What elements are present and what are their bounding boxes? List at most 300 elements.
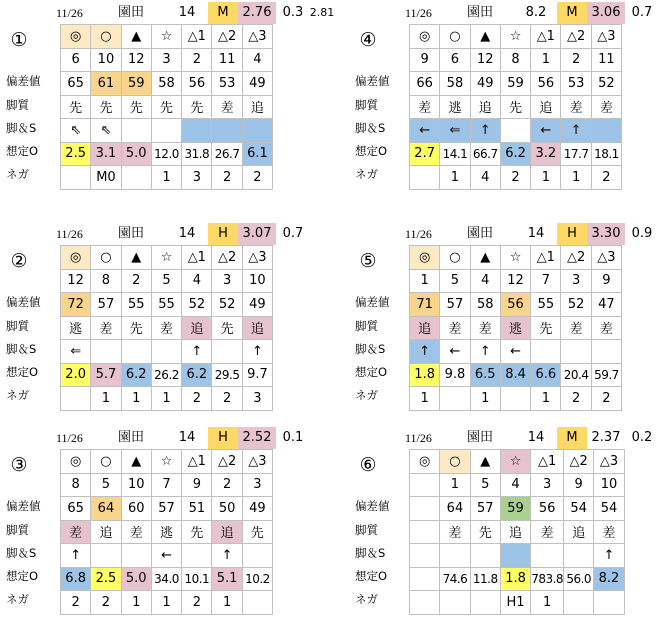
row-label: ネガ [6, 167, 29, 182]
horse-number-cell: 11 [591, 48, 621, 72]
value-cell: 8.2 [594, 567, 624, 591]
row-label: 想定O [355, 144, 388, 158]
value-cell [591, 119, 621, 143]
horse-number-cell: 8 [61, 473, 91, 497]
value-cell: 先 [242, 520, 272, 544]
value-cell: 2 [591, 387, 621, 411]
mark-cell: △1 [531, 246, 561, 270]
horse-number-row [61, 473, 273, 497]
value-cell: 52 [212, 293, 242, 317]
horse-number-cell: 1 [531, 48, 561, 72]
row-label: ネガ [6, 592, 29, 607]
value-cell: ← [531, 119, 561, 143]
mark-cell: △3 [242, 25, 272, 49]
row-label: 脚＆S [355, 545, 386, 560]
value-cell: ↑ [242, 340, 272, 364]
value-cell: 差 [591, 316, 621, 340]
value-cell: 5.0 [121, 567, 151, 591]
horse-number-cell: 5 [470, 473, 500, 497]
value-cell: 差 [410, 95, 440, 119]
value-cell: 34.0 [151, 567, 181, 591]
deviation-row [61, 72, 273, 96]
row-label: 脚＆S [6, 120, 37, 135]
header-venue: 園田 [466, 226, 493, 241]
row-label: 脚＆S [355, 120, 386, 135]
header-v2: 0.1 [282, 430, 304, 445]
mark-cell: ▲ [121, 25, 151, 49]
value-cell: 1 [531, 387, 561, 411]
value-cell: 追 [182, 316, 212, 340]
value-cell: 2 [242, 166, 272, 190]
value-cell: 49 [242, 293, 272, 317]
value-cell: 18.1 [591, 142, 621, 166]
value-cell: 先 [121, 316, 151, 340]
value-cell: 1 [470, 387, 500, 411]
race-panel [4, 427, 334, 627]
value-cell: 12.0 [151, 142, 181, 166]
header-date: 11/26 [56, 227, 83, 241]
value-cell [212, 340, 242, 364]
horse-number-cell: 4 [500, 473, 530, 497]
header-v3 [657, 2, 667, 24]
horse-number-cell: 10 [91, 48, 121, 72]
header-v2: 0.2 [631, 430, 653, 445]
value-cell: 2 [561, 387, 591, 411]
mark-cell: ▲ [470, 246, 500, 270]
panel-number: ⑥ [359, 454, 377, 476]
panel-header [353, 223, 653, 245]
row-label: ネガ [6, 388, 29, 403]
mark-cell: ○ [91, 450, 121, 474]
mark-cell: ▲ [470, 25, 500, 49]
value-cell: 1 [531, 166, 561, 190]
value-cell: 逃 [151, 520, 181, 544]
value-cell: 53 [561, 72, 591, 96]
value-cell: 差 [121, 520, 151, 544]
header-v2: 0.9 [631, 226, 653, 241]
value-cell [410, 497, 440, 521]
value-cell: 55 [531, 293, 561, 317]
panel-number: ⑤ [359, 250, 377, 272]
value-cell: ↑ [470, 119, 500, 143]
value-cell: 783.8 [531, 567, 564, 591]
mark-cell: ○ [440, 246, 470, 270]
value-cell [564, 591, 594, 615]
value-cell: 2 [182, 591, 212, 615]
value-cell: ↑ [594, 544, 624, 568]
horse-number-cell: 5 [91, 473, 121, 497]
horse-number-cell [410, 473, 440, 497]
race-panel [353, 2, 667, 202]
horse-number-cell: 12 [61, 269, 91, 293]
value-cell [410, 567, 440, 591]
style-speed-row [61, 544, 273, 568]
value-cell: ← [500, 340, 530, 364]
deviation-row [410, 497, 625, 521]
value-cell: 逃 [440, 95, 470, 119]
value-cell: 差 [91, 316, 121, 340]
mark-cell: △3 [591, 246, 621, 270]
value-cell: 9.8 [440, 363, 470, 387]
value-cell: 66 [410, 72, 440, 96]
header-v3 [308, 223, 336, 245]
value-cell: 1 [410, 387, 440, 411]
value-cell: 56 [500, 293, 530, 317]
value-cell: 11.8 [470, 567, 500, 591]
value-cell: 1 [121, 591, 151, 615]
value-cell: 逃 [500, 316, 530, 340]
value-cell: 逃 [61, 316, 91, 340]
value-cell: 65 [61, 72, 91, 96]
mark-cell: ○ [440, 450, 470, 474]
mark-cell: ▲ [121, 450, 151, 474]
value-cell: 58 [470, 293, 500, 317]
value-cell: 54 [594, 497, 624, 521]
header-v1: 3.07 [238, 223, 276, 245]
horse-number-cell: 8 [500, 48, 530, 72]
value-cell: 56.0 [564, 567, 594, 591]
value-cell: 52 [561, 293, 591, 317]
value-cell [561, 340, 591, 364]
value-cell: ↑ [410, 340, 440, 364]
value-cell: ← [151, 544, 181, 568]
panel-header [353, 427, 653, 449]
value-cell: 6.1 [242, 142, 272, 166]
value-cell: 差 [212, 95, 242, 119]
value-cell: 56 [531, 72, 561, 96]
horse-number-cell: 9 [591, 269, 621, 293]
row-label: 偏差値 [355, 499, 390, 514]
race-panel [4, 2, 334, 202]
marks-row [61, 246, 273, 270]
value-cell: 1 [91, 387, 121, 411]
value-cell: ↑ [61, 544, 91, 568]
header-v2: 0.7 [631, 5, 653, 20]
value-cell: 3.2 [531, 142, 561, 166]
horse-number-cell: 4 [182, 269, 212, 293]
panel-header [4, 2, 335, 24]
style-row [61, 95, 273, 119]
style-row [410, 520, 625, 544]
mark-cell: ◎ [61, 450, 91, 474]
value-cell: 64 [91, 497, 121, 521]
horse-number-row [410, 473, 625, 497]
mark-cell: ☆ [151, 246, 181, 270]
value-cell: 26.7 [212, 142, 242, 166]
horse-number-cell: 12 [470, 48, 500, 72]
value-cell: ↑ [470, 340, 500, 364]
value-cell [531, 340, 561, 364]
value-cell: 1 [212, 591, 242, 615]
value-cell: 3 [242, 387, 272, 411]
value-cell: 72 [61, 293, 91, 317]
header-v1: 2.37 [591, 430, 621, 445]
value-cell: 1 [151, 591, 181, 615]
negative-row [61, 591, 273, 615]
value-cell: 6.2 [500, 142, 530, 166]
value-cell: 2.5 [91, 567, 121, 591]
value-cell: 20.4 [561, 363, 591, 387]
value-cell: 6.8 [61, 567, 91, 591]
value-cell: 差 [470, 316, 500, 340]
row-label: 偏差値 [6, 295, 41, 310]
value-cell: 57 [440, 293, 470, 317]
value-cell: ⇐ [440, 119, 470, 143]
value-cell: 54 [564, 497, 594, 521]
value-cell: 先 [61, 95, 91, 119]
horse-number-row [410, 269, 622, 293]
header-grade: M [557, 427, 587, 449]
row-label: ネガ [355, 167, 378, 182]
horse-number-cell: 7 [151, 473, 181, 497]
value-cell [531, 544, 564, 568]
value-cell [410, 591, 440, 615]
value-cell [564, 544, 594, 568]
row-label: 想定O [355, 365, 388, 379]
horse-number-cell: 8 [91, 269, 121, 293]
row-label: 脚質 [6, 522, 29, 537]
value-cell: 6.2 [121, 363, 151, 387]
marks-row [410, 25, 622, 49]
value-cell: 58 [151, 72, 181, 96]
value-cell: 61 [91, 72, 121, 96]
header-v3: 2.81 [309, 6, 335, 19]
value-cell: 2 [182, 387, 212, 411]
value-cell: 6.5 [470, 363, 500, 387]
mark-cell: △1 [182, 450, 212, 474]
value-cell: 50 [212, 497, 242, 521]
mark-cell: △3 [242, 246, 272, 270]
horse-number-cell: 2 [121, 269, 151, 293]
mark-cell: ◎ [410, 246, 440, 270]
value-cell: 29.5 [212, 363, 242, 387]
value-cell: 66.7 [470, 142, 500, 166]
value-cell: 追 [500, 520, 530, 544]
mark-cell: ◎ [410, 25, 440, 49]
mark-cell: △3 [242, 450, 272, 474]
horse-table [60, 24, 273, 190]
header-race: 14 [527, 226, 545, 241]
value-cell: 追 [242, 95, 272, 119]
style-speed-row [410, 119, 622, 143]
deviation-row [410, 293, 622, 317]
value-cell: 31.8 [182, 142, 212, 166]
value-cell [440, 387, 470, 411]
value-cell: ← [440, 340, 470, 364]
marks-row [61, 450, 273, 474]
style-speed-row [61, 340, 273, 364]
header-grade: H [208, 223, 238, 245]
value-cell: 2 [212, 387, 242, 411]
horse-table [409, 24, 622, 190]
value-cell: 60 [121, 497, 151, 521]
value-cell: 差 [594, 520, 624, 544]
row-label: 想定O [355, 569, 388, 583]
row-label: 脚質 [6, 97, 29, 112]
value-cell: 8.4 [500, 363, 530, 387]
value-cell: 52 [182, 293, 212, 317]
horse-number-cell: 12 [121, 48, 151, 72]
horse-table [409, 449, 625, 615]
header-race: 14 [178, 226, 196, 241]
panel-number: ① [10, 29, 28, 51]
value-cell: 59 [500, 497, 530, 521]
negative-row [410, 166, 622, 190]
mark-cell: ☆ [151, 450, 181, 474]
horse-number-cell: 1 [410, 269, 440, 293]
row-label: 想定O [6, 144, 39, 158]
value-cell: 追 [212, 520, 242, 544]
value-cell [594, 591, 624, 615]
horse-number-cell: 9 [564, 473, 594, 497]
mark-cell: △1 [531, 25, 561, 49]
mark-cell: ☆ [500, 25, 530, 49]
value-cell: 55 [121, 293, 151, 317]
value-cell: 56 [531, 497, 564, 521]
value-cell: 1 [561, 166, 591, 190]
value-cell: 6.6 [531, 363, 561, 387]
horse-number-cell: 7 [531, 269, 561, 293]
value-cell [182, 119, 212, 143]
deviation-row [410, 72, 622, 96]
header-v1: 3.30 [587, 223, 625, 245]
value-cell: 74.6 [440, 567, 470, 591]
expected-odds-row [61, 142, 273, 166]
mark-cell: △2 [212, 25, 242, 49]
value-cell: ↑ [182, 340, 212, 364]
mark-cell: △3 [591, 25, 621, 49]
horse-number-cell: 9 [410, 48, 440, 72]
horse-number-cell: 6 [440, 48, 470, 72]
horse-number-cell: 6 [61, 48, 91, 72]
horse-number-cell: 4 [470, 269, 500, 293]
value-cell: 差 [151, 316, 181, 340]
value-cell: 59.7 [591, 363, 621, 387]
value-cell: 58 [440, 72, 470, 96]
value-cell [121, 544, 151, 568]
value-cell: 追 [242, 316, 272, 340]
value-cell [410, 544, 440, 568]
horse-number-cell: 10 [121, 473, 151, 497]
row-label: 偏差値 [355, 295, 390, 310]
value-cell: 3.1 [91, 142, 121, 166]
style-row [61, 316, 273, 340]
value-cell: 10.1 [182, 567, 212, 591]
expected-odds-row [410, 363, 622, 387]
header-date: 11/26 [56, 431, 83, 445]
header-date: 11/26 [405, 431, 432, 445]
header-date: 11/26 [405, 227, 432, 241]
value-cell [591, 340, 621, 364]
value-cell [61, 387, 91, 411]
value-cell: 1.8 [500, 567, 530, 591]
value-cell: 先 [531, 316, 561, 340]
value-cell: 56 [182, 72, 212, 96]
row-label: ネガ [355, 388, 378, 403]
value-cell: 6.2 [182, 363, 212, 387]
mark-cell: △1 [182, 25, 212, 49]
deviation-row [61, 293, 273, 317]
value-cell: 先 [500, 95, 530, 119]
row-label: 想定O [6, 569, 39, 583]
mark-cell: ▲ [121, 246, 151, 270]
value-cell: 差 [440, 520, 470, 544]
header-venue: 園田 [466, 430, 493, 445]
row-label: 想定O [6, 365, 39, 379]
header-race: 8.2 [525, 5, 547, 20]
horse-number-cell: 12 [500, 269, 530, 293]
panel-header [353, 2, 653, 24]
mark-cell: ☆ [500, 246, 530, 270]
row-label: 脚質 [355, 522, 378, 537]
row-label: 偏差値 [355, 74, 390, 89]
header-race: 14 [178, 5, 196, 20]
horse-number-cell: 3 [561, 269, 591, 293]
value-cell [470, 591, 500, 615]
mark-cell: ◎ [61, 25, 91, 49]
value-cell: 3 [182, 166, 212, 190]
deviation-row [61, 497, 273, 521]
header-race: 14 [527, 430, 545, 445]
header-v2: 0.7 [282, 226, 304, 241]
value-cell: 先 [121, 95, 151, 119]
header-v1: 2.52 [238, 427, 276, 449]
value-cell: 2 [591, 166, 621, 190]
value-cell [91, 544, 121, 568]
style-row [410, 95, 622, 119]
value-cell [242, 591, 272, 615]
value-cell: 2 [212, 166, 242, 190]
value-cell [440, 591, 470, 615]
mark-cell: △1 [531, 450, 564, 474]
value-cell [91, 340, 121, 364]
panel-number: ③ [10, 454, 28, 476]
value-cell: 59 [121, 72, 151, 96]
mark-cell: △2 [212, 450, 242, 474]
value-cell: 14.1 [440, 142, 470, 166]
value-cell [121, 340, 151, 364]
mark-cell: △2 [561, 246, 591, 270]
value-cell: ↑ [561, 119, 591, 143]
row-label: 脚＆S [6, 341, 37, 356]
value-cell: 10.2 [242, 567, 272, 591]
header-venue: 園田 [466, 5, 493, 20]
row-label: 脚質 [6, 318, 29, 333]
value-cell: 2.7 [410, 142, 440, 166]
value-cell: 差 [591, 95, 621, 119]
value-cell: 1 [121, 387, 151, 411]
style-speed-row [410, 340, 622, 364]
value-cell: 追 [531, 95, 561, 119]
value-cell: 59 [500, 72, 530, 96]
value-cell: 4 [470, 166, 500, 190]
horse-number-cell: 10 [242, 269, 272, 293]
style-speed-row [61, 119, 273, 143]
horse-number-row [61, 48, 273, 72]
value-cell: 5.1 [212, 567, 242, 591]
horse-number-row [410, 48, 622, 72]
horse-number-cell: 2 [212, 473, 242, 497]
negative-row [410, 387, 622, 411]
value-cell: 2 [500, 166, 530, 190]
horse-table [409, 245, 622, 411]
marks-row [410, 450, 625, 474]
value-cell: 追 [564, 520, 594, 544]
value-cell: 9.7 [242, 363, 272, 387]
mark-cell: ☆ [500, 450, 530, 474]
value-cell: 57 [151, 497, 181, 521]
value-cell [242, 544, 272, 568]
